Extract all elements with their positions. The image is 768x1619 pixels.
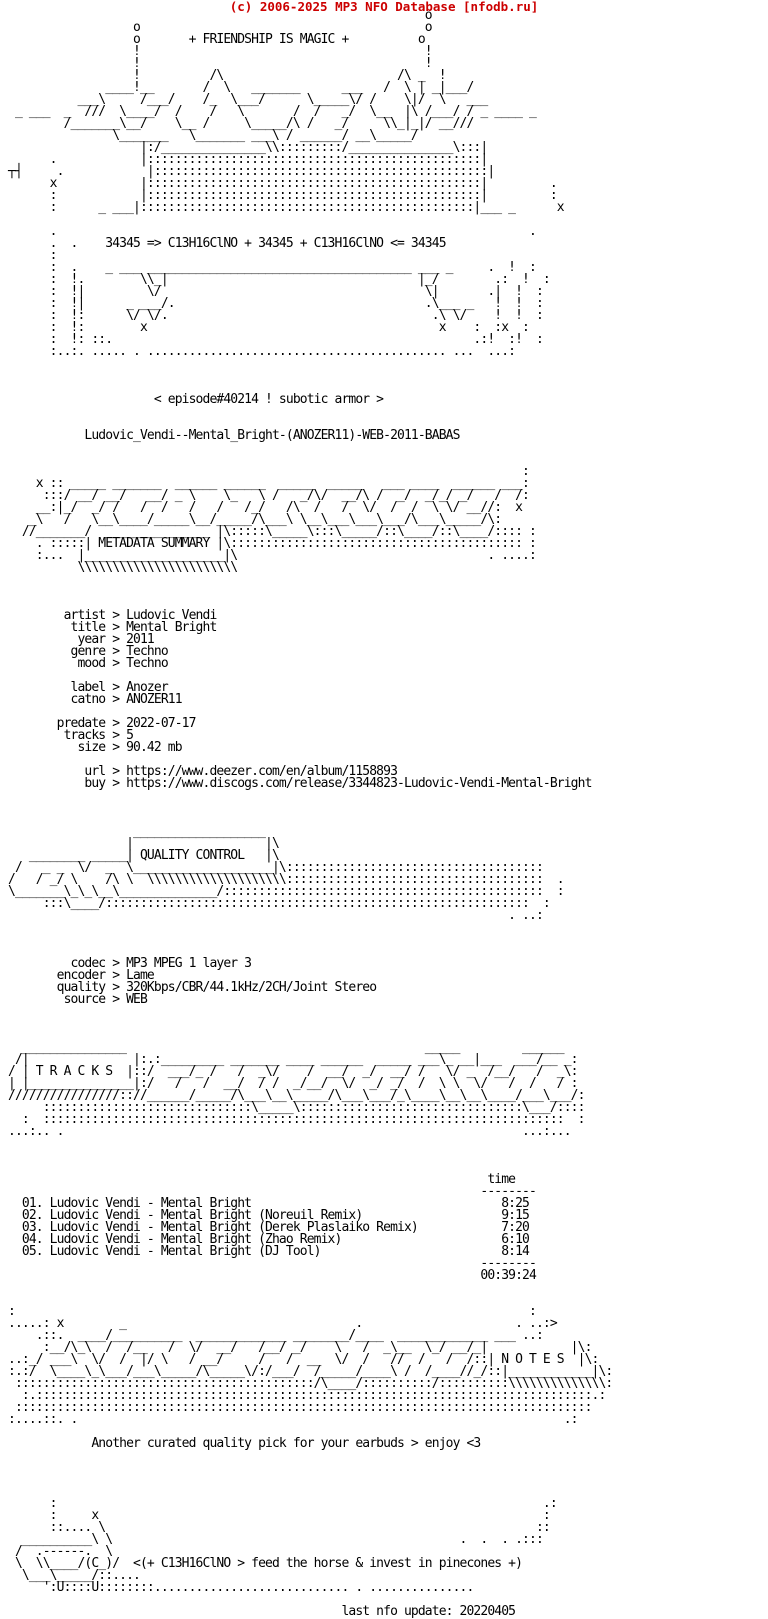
nfo-line: ________ _____| QUALITY CONTROL |\ xyxy=(8,848,279,863)
nfo-line: o xyxy=(8,8,432,23)
nfo-line: buy > https://www.discogs.com/release/3344823-Ludovic-Vendi-Mental-Bright xyxy=(8,776,592,791)
nfo-line: 05. Ludovic Vendi - Mental Bright (DJ Tool) 8:14 xyxy=(8,1244,530,1259)
nfo-line: url > https://www.deezer.com/en/album/1158893 xyxy=(8,764,398,779)
nfo-line: : xyxy=(8,248,57,263)
nfo-line: 03. Ludovic Vendi - Mental Bright (Derek Plaslaiko Remix) 7:20 xyxy=(8,1220,530,1235)
nfo-line: label > Anozer xyxy=(8,680,168,695)
nfo-line: Ludovic_Vendi--Mental_Bright-(ANOZER11)-WEB-2011-BABAS xyxy=(8,428,460,443)
nfo-line: year > 2011 xyxy=(8,632,154,647)
nfo-line: . |::::::::::::::::::::::::::::::::::::::::::::::::| xyxy=(8,152,488,167)
nfo-line: :::\____/::::::::::::::::::::::::::::::::::::::::::::::::::::::::::::: : xyxy=(8,896,550,911)
nfo-line xyxy=(8,934,612,946)
nfo-line: / .------. \ xyxy=(8,1544,113,1559)
nfo-line: : ::::::::::::::::::::::::::::::::::::::::::::::::::::::::::::::::::::::::::: : xyxy=(8,1112,585,1127)
nfo-line: \ \\____/(C_)/ <(+ C13H16ClNO > feed the horse & invest in pinecones +) xyxy=(8,1556,523,1571)
nfo-line: . . 34345 => C13H16ClNO + 34345 + C13H16ClNO <= 34345 xyxy=(8,236,446,251)
nfo-line: | |\ xyxy=(8,836,279,851)
nfo-line: | |_______________|:/ / / __/ / / _/__/ \/ _/ _/ / \ \ \/ / / / : xyxy=(8,1076,578,1091)
nfo-line: ____!__ / \ _______ ___ / \ | _|___/ xyxy=(8,80,474,95)
nfo-line: : _ ___|::::::::::::::::::::::::::::::::::::::::::::::::|___ _ x xyxy=(8,200,564,215)
nfo-line: -------- xyxy=(8,1256,536,1271)
nfo-line: : !: x x : :x : xyxy=(8,320,530,335)
nfo-line: : x : xyxy=(8,1508,550,1523)
nfo-line: : !| \/ \| .| ! : xyxy=(8,284,543,299)
nfo-line: \\\\\\\\\\\\\\\\\\\\\\\ xyxy=(8,560,238,575)
nfo-line: _______________ _____ ______ xyxy=(8,1040,564,1055)
nfo-line: catno > ANOZER11 xyxy=(8,692,182,707)
nfo-line: :__/\_\ / /__ / \/ __/ /__/ _/ \ / _\__ \_/ __/_| |\: xyxy=(8,1340,592,1355)
nfo-line: : !: ::. .:! :! : xyxy=(8,332,543,347)
nfo-line: 01. Ludovic Vendi - Mental Bright 8:25 xyxy=(8,1196,530,1211)
nfo-line: -------- xyxy=(8,1184,536,1199)
nfo-line: ...:.. . ...:... xyxy=(8,1124,571,1139)
nfo-line: :..:. ..... . ........................................... ... ...: xyxy=(8,344,516,359)
nfo-line xyxy=(8,1474,612,1486)
nfo-line: ::::::::::::::::::::::::::::::::::::::::::::::::::::::::::::::::::::::::::::::::::: xyxy=(8,1400,592,1415)
nfo-ascii-art xyxy=(8,10,612,1618)
nfo-line xyxy=(8,802,612,814)
nfo-line xyxy=(8,1150,612,1162)
nfo-line: /| |:.:_________ _______ ____ ______ _____ ___\_ __|___ ___/__ _: xyxy=(8,1052,578,1067)
nfo-line: time xyxy=(8,1172,516,1187)
nfo-line: x :: _____ _______ ______ ______ _____ _____ ___ ____ ______ ___: xyxy=(8,476,530,491)
nfo-line xyxy=(8,1450,612,1462)
nfo-line: ! /\ /\ _ ! xyxy=(8,68,446,83)
nfo-line: / | T R A C K S |::/ ___/_ / / _\/ / __/ _/ __/ / \/ _ /__/ / _\: xyxy=(8,1064,578,1079)
nfo-line: ___\ /___/ /_ \___/ \_____\/ / \|/ \ ___ xyxy=(8,92,488,107)
nfodb-copyright-header: (c) 2006-2025 MP3 NFO Database [nfodb.ru] xyxy=(229,0,539,14)
nfo-line: __________\ \ . . . .::: xyxy=(8,1532,543,1547)
nfo-line: : |::::::::::::::::::::::::::::::::::::::::::::::::| : xyxy=(8,188,557,203)
nfo-line: :.:/ \____\_\___/___\_____/\_____\/:/___/ /_____/____\ / /____//_/::|____________|\: xyxy=(8,1364,613,1379)
nfo-line: o + FRIENDSHIP IS MAGIC + o xyxy=(8,32,425,47)
nfo-line: .::. ____/__________ _____________ ________/____ _____________ ___ ..: xyxy=(8,1328,543,1343)
nfo-line xyxy=(8,358,612,370)
nfo-line: : !. \\_| |_/ .: ! : xyxy=(8,272,550,287)
nfo-line xyxy=(8,574,612,586)
nfo-line: predate > 2022-07-17 xyxy=(8,716,196,731)
nfo-line: \_______\_\_\__\______________/:::::::::::::::::::::::::::::::::::::::::::::: : xyxy=(8,884,564,899)
nfo-line: mood > Techno xyxy=(8,656,168,671)
nfo-line xyxy=(8,442,612,454)
nfo-line: ┬┤ . |::::::::::::::::::::::::::::::::::::::::::::::::| xyxy=(8,164,495,179)
nfo-line: : .: xyxy=(8,1496,557,1511)
nfo-line: . . xyxy=(8,224,536,239)
nfo-line: < episode#40214 ! subotic armor > xyxy=(8,392,384,407)
nfo-line: / _ _ \/ _ \____________________|\::::::::::::::::::::::::::::::::::::: xyxy=(8,860,543,875)
nfo-line: quality > 320Kbps/CBR/44.1kHz/2CH/Joint Stereo xyxy=(8,980,377,995)
nfo-line: |:/_______________\\:::::::::/_______________\:::| xyxy=(8,140,488,155)
nfo-line xyxy=(8,1462,612,1474)
nfo-line: :::::::::::::::::::::::::::::::::::::::::::/\____/::::::::::/::::::::::\\\\\\\\\\\\\\: xyxy=(8,1376,613,1391)
nfo-line xyxy=(8,370,612,382)
nfo-line xyxy=(8,922,612,934)
nfo-line: . :::::| METADATA SUMMARY |\:::::::::::::::::::::::::::::::::::::::::: : xyxy=(8,536,536,551)
nfo-line: 04. Ludovic Vendi - Mental Bright (Zhao Remix) 6:10 xyxy=(8,1232,530,1247)
nfo-line: _\ / \__\____/_____\__/_____/\___\ \__\___\___\___/\___\_____/\: xyxy=(8,512,502,527)
nfo-line: size > 90.42 mb xyxy=(8,740,182,755)
nfo-line: : . _ ___ ______________________________________ ___ _ . ! : xyxy=(8,260,536,275)
nfo-line: ':U::::U::::::::............................ . ............... xyxy=(8,1580,474,1595)
nfo-line: . ..: xyxy=(8,908,543,923)
nfo-line: ////////////////:://______/_____/\___\__\_____/\___\___/_\____\__\__\____/___\___/: xyxy=(8,1088,585,1103)
nfo-line: /_______\__/ \__ / \_____/\ / _/ \\_|_|/ __/// xyxy=(8,116,474,131)
nfo-line: ::::::::::::::::::::::::::::::\_____\::::::::::::::::::::::::::::::::\___/:::: xyxy=(8,1100,585,1115)
nfo-line: :.::::::::::::::::::::::::::::::::::::::::::::::::::::::::::::::::::::::::::::::::.: xyxy=(8,1388,606,1403)
nfo-line: .....: x _ . . ..:> xyxy=(8,1316,557,1331)
nfo-line: : xyxy=(8,464,530,479)
nfo-line: __:|_/ _/ / / / / / /_/ /\ / / \/ / / \ \/ __//: x xyxy=(8,500,523,515)
nfo-line: : !| _ ___/. .\___ _ ! ! : xyxy=(8,296,543,311)
nfo-line: ! ! xyxy=(8,44,432,59)
nfo-line xyxy=(8,1282,612,1294)
nfo-line xyxy=(8,1018,612,1030)
nfo-line: :... |____________________|\ . ....: xyxy=(8,548,536,563)
nfo-line xyxy=(8,586,612,598)
nfo-line: title > Mental Bright xyxy=(8,620,217,635)
nfo-line: ::.... \ :: xyxy=(8,1520,550,1535)
nfo-line: ! ! xyxy=(8,56,432,71)
nfo-line: \___\_____/::.... xyxy=(8,1568,140,1583)
nfo-line xyxy=(8,406,612,418)
nfo-line xyxy=(8,790,612,802)
nfo-line: artist > Ludovic Vendi xyxy=(8,608,217,623)
nfo-line: //_______/ _______________ |\:::::\_____\:::\_____/::\____/::\____/:::: : xyxy=(8,524,536,539)
nfo-line: ..:_/ ___\ \/ / |/ \ / __/ / / __ \/ / // / / /::| N O T E S |\: xyxy=(8,1352,599,1367)
nfo-line xyxy=(8,1138,612,1150)
nfo-line: last nfo update: 20220405 xyxy=(8,1604,516,1619)
nfo-line: _ ___ _ /// \____/ / / \ / / _/ \__ |\ /___/ / _ ____ _ xyxy=(8,104,536,119)
nfo-line: source > WEB xyxy=(8,992,147,1007)
nfo-line: genre > Techno xyxy=(8,644,168,659)
nfo-line: / / _/ \ /\ \ \\\\\\\\\\\\\\\\\\\\::::::::::::::::::::::::::::::::::::: . xyxy=(8,872,564,887)
nfo-line: \_______ \_______ ___\ / ______/ __\_____/ xyxy=(8,128,418,143)
nfo-line: encoder > Lame xyxy=(8,968,154,983)
nfo-line: tracks > 5 xyxy=(8,728,134,743)
nfo-line: o o xyxy=(8,20,432,35)
nfo-line: 02. Ludovic Vendi - Mental Bright (Noreuil Remix) 9:15 xyxy=(8,1208,530,1223)
nfo-line: :::/ __/ __/ __/ _ \ \_ \ / _/\/ __/\ / _/ _/_/ _/ / /: xyxy=(8,488,530,503)
nfo-line: Another curated quality pick for your earbuds > enjoy <3 xyxy=(8,1436,481,1451)
nfo-line xyxy=(8,1594,612,1606)
nfo-line: ___________________ xyxy=(8,824,266,839)
nfo-line: x |::::::::::::::::::::::::::::::::::::::::::::::::| . xyxy=(8,176,557,191)
nfo-line: :....::. . .: xyxy=(8,1412,578,1427)
nfo-line xyxy=(8,1006,612,1018)
nfo-line: : !: \/ \/. .\ \/ ! ! : xyxy=(8,308,543,323)
nfo-line: codec > MP3 MPEG 1 layer 3 xyxy=(8,956,252,971)
nfo-line: 00:39:24 xyxy=(8,1268,536,1283)
nfo-line: : : xyxy=(8,1304,536,1319)
